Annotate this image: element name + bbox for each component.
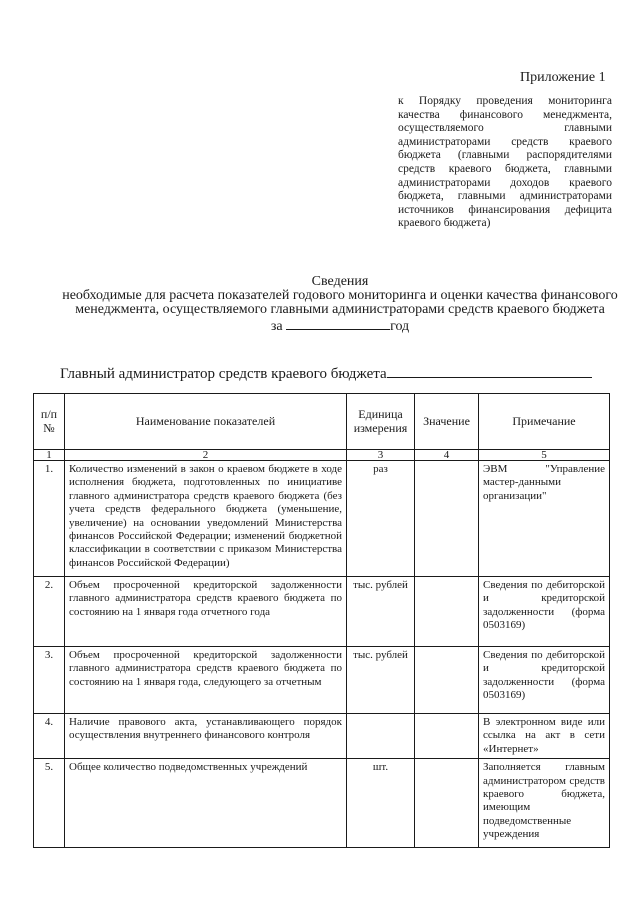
value-cell[interactable]: [415, 647, 479, 714]
indicator-name: Общее количество подведомственных учреждений: [65, 759, 347, 848]
table-row: [34, 577, 610, 647]
heading-title: Сведения: [311, 274, 369, 289]
row-number: 5.: [34, 759, 65, 848]
value-cell[interactable]: [415, 714, 479, 759]
row-number: 4.: [34, 714, 65, 759]
header-num: п/п №: [34, 394, 65, 450]
unit-cell: тыс. рублей: [347, 647, 415, 714]
header-unit: Единица измерения: [347, 394, 415, 450]
row-number: 2.: [34, 577, 65, 647]
table-row: [34, 461, 610, 577]
appendix-title: Приложение 1: [520, 70, 606, 85]
table-row: [34, 759, 610, 848]
heading-subtitle: необходимые для расчета показателей годового мониторинга и оценки качества финансового менеджмента, осуществляемого главными администраторами средств краевого бюджета: [62, 288, 618, 317]
table-row: [34, 647, 610, 714]
column-number: 5: [479, 450, 610, 461]
column-number: 2: [65, 450, 347, 461]
table-header-row: [34, 394, 610, 450]
column-number: 1: [34, 450, 65, 461]
value-cell[interactable]: [415, 577, 479, 647]
indicator-name: Объем просроченной кредиторской задолженности главного администратора средств краевого бюджета по состоянию на 1 января года, следующего за отчетным: [65, 647, 347, 714]
header-name: Наименование показателей: [65, 394, 347, 450]
period-prefix: за: [270, 319, 283, 334]
value-cell[interactable]: [415, 759, 479, 848]
header-value: Значение: [415, 394, 479, 450]
unit-cell: тыс. рублей: [347, 577, 415, 647]
admin-label: Главный администратор средств краевого бюджета: [60, 366, 387, 382]
appendix-note: к Порядку проведения мониторинга качества финансового менеджмента, осуществляемого главными администраторами средств краевого бюджета (главными распорядителями средств краевого бюджета, главными администраторами доходов краевого бюджета, главными администраторами источников финансирования дефицита краевого бюджета): [398, 95, 612, 230]
note-cell: Заполняется главным администратором средств краевого бюджета, имеющим подведомственные учреждения: [479, 759, 610, 848]
note-cell: ЭВМ "Управление мастер-данными организации": [479, 461, 610, 577]
note-cell: Сведения по дебиторской и кредиторской задолженности (форма 0503169): [479, 647, 610, 714]
unit-cell: раз: [347, 461, 415, 577]
period-suffix: год: [390, 319, 410, 334]
note-cell: Сведения по дебиторской и кредиторской задолженности (форма 0503169): [479, 577, 610, 647]
unit-cell: шт.: [347, 759, 415, 848]
indicator-name: Количество изменений в закон о краевом бюджете в ходе исполнения бюджета, подготовленных по инициативе главного администратора средств краевого бюджета (без учета средств федерального бюджета (уменьшение, увеличение) на основании уведомлений Министерства финансов Российской Федерации; изменений бюджетной классификации в соответствии с приказом Министерства финансов Российской Федерации): [65, 461, 347, 577]
note-cell: В электронном виде или ссылка на акт в сети «Интернет»: [479, 714, 610, 759]
admin-line: [60, 363, 600, 383]
row-number: 3.: [34, 647, 65, 714]
admin-blank[interactable]: [387, 363, 592, 378]
indicators-table: [33, 393, 610, 848]
table-row: [34, 714, 610, 759]
column-number: 4: [415, 450, 479, 461]
header-note: Примечание: [479, 394, 610, 450]
reporting-period: [40, 317, 640, 334]
column-number-row: [34, 450, 610, 461]
period-blank[interactable]: [286, 317, 390, 330]
column-number: 3: [347, 450, 415, 461]
unit-cell: [347, 714, 415, 759]
indicator-name: Объем просроченной кредиторской задолженности главного администратора средств краевого бюджета по состоянию на 1 января года отчетного года: [65, 577, 347, 647]
document-heading: [40, 275, 640, 334]
row-number: 1.: [34, 461, 65, 577]
indicator-name: Наличие правового акта, устанавливающего порядок осуществления внутреннего финансового контроля: [65, 714, 347, 759]
value-cell[interactable]: [415, 461, 479, 577]
